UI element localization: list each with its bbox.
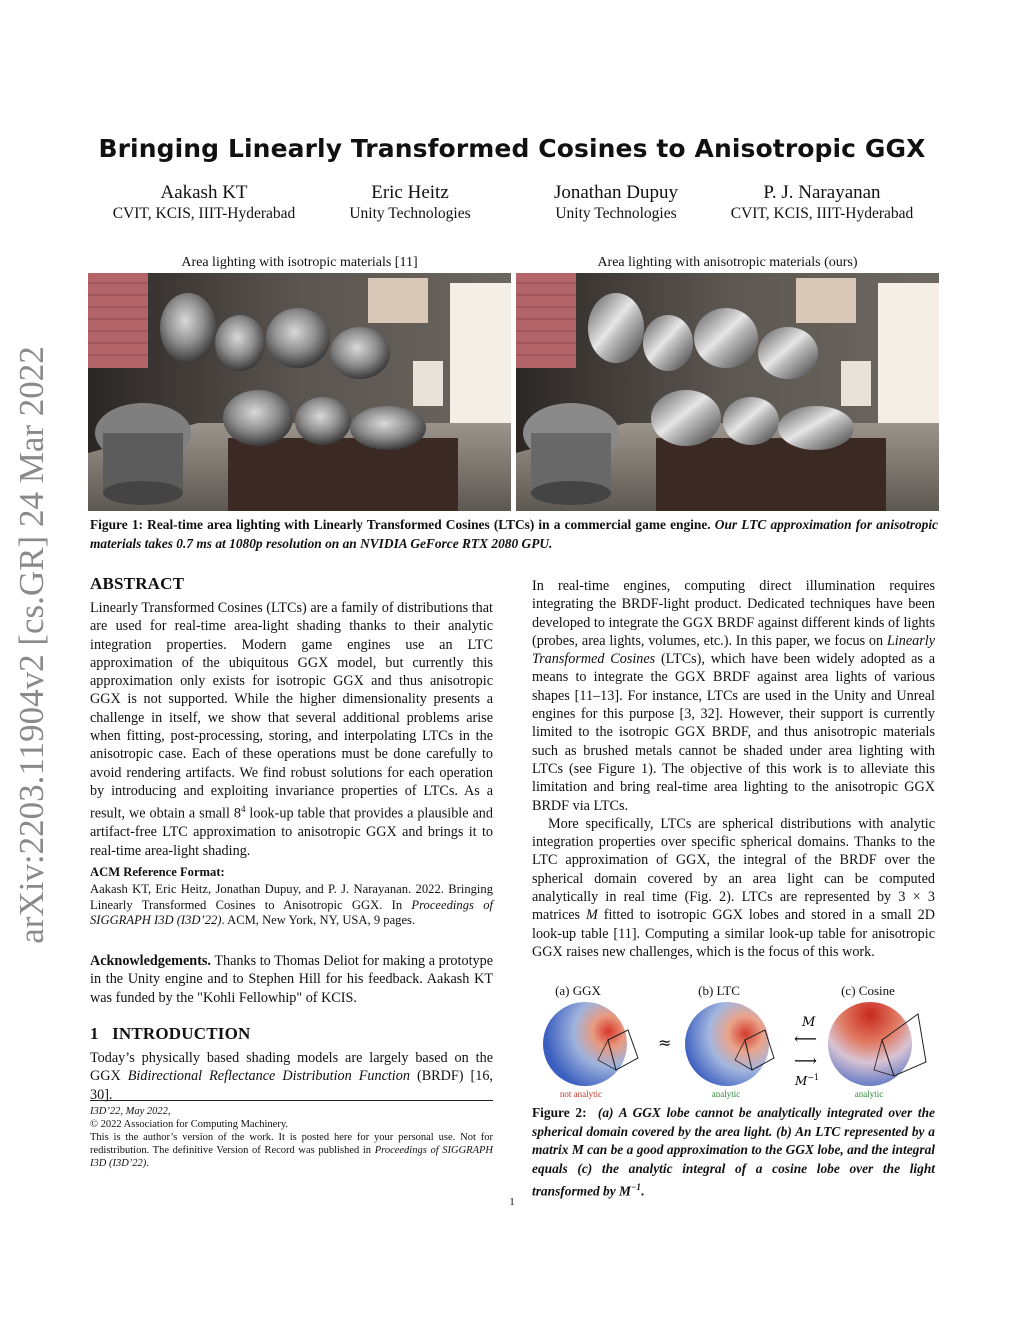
section-number: 1 (90, 1024, 99, 1043)
abstract-text-cont: look-up table that provides a plausible and artifact-free LTC approximation to anisotropic GGX and brings it to real-time area-light shading. (90, 806, 493, 859)
author-name: Aakash KT (160, 182, 248, 203)
author-affiliation: Unity Technologies (349, 205, 471, 222)
figure2-caption (532, 1104, 935, 1201)
acknowledgements (90, 952, 493, 1007)
footnote-italic: Proceedings of SIGGRAPH I3D (I3D’22) (90, 1145, 494, 1169)
figure2-caption-bold: Figure 2: (532, 1105, 587, 1120)
p2-text: More specifically, LTCs are spherical distributions with analytic integration properties over specific spherical domains. Thanks to the LTC approximation of GGX, the integral of the BRDF over the spherical domain covered by an area light can be computed analytically in real time (Fig. 2). LTCs are represented by 3 × 3 matrices (532, 815, 935, 924)
figure1-right-label: Area lighting with anisotropic materials (ours) (597, 255, 858, 270)
ggx-sphere (543, 1002, 627, 1086)
abstract-text: Linearly Transformed Cosines (LTCs) are a family of distributions that are used for real-time area-light shading thanks to their analytic integration properties. Modern game engines use an LTC approximation of the ubiquitous GGX model, but currently this approximation only exists for isotropic GGX and thus anisotropic GGX is not supported. While the higher dimensionality presents a challenge in itself, we show that several additional problems arise when fitting, post-processing, storing, and interpolating LTCs in the anisotropic case. Each of these operations must be done carefully to avoid rendering artifacts. We find robust solutions for each operation by introducing and exploiting invariance properties of LTCs. As a result, we obtain a small 8 (90, 600, 493, 822)
acknowledgements-label: Acknowledgements. (90, 953, 211, 969)
introduction-heading (90, 1024, 250, 1044)
figure1-caption-italic: Our LTC approximation for anisotropic materials takes 0.7 ms at 1080p resolution on an NVIDIA GeForce RTX 2080 GPU. (90, 517, 938, 551)
kitchen-render-anisotropic (516, 273, 939, 511)
page-number: 1 (509, 1196, 515, 1208)
intro-text-cont: (BRDF) [16, 30]. (90, 1068, 493, 1103)
author-block (712, 182, 932, 224)
p1-text-cont: (LTCs), which have been widely adopted as a means to integrate the GGX BRDF against area lights of various shapes [11–13]. For instance, LTCs are used in the Unity and Unreal engines for this purpose [3, 32]. However, their support is currently limited to the isotropic GGX BRDF, and thus anisotropic materials such as brushed metals cannot be shaded under area lighting with LTCs (see Figure 1). The objective of this work is to alleviate this limitation and bring real-time area lighting to the anisotropic GGX BRDF via LTCs. (532, 651, 935, 814)
p2-matrix: M (586, 907, 598, 924)
figure2-diagram (530, 1000, 940, 1090)
figure2-caption-sup: −1 (630, 1182, 641, 1192)
footnote-venue: I3D’22, May 2022, (90, 1106, 171, 1117)
matrix-m-inverse (794, 1073, 819, 1088)
intro-italic: Bidirectional Reflectance Distribution Function (127, 1068, 410, 1085)
footnote-copyright: © 2022 Association for Computing Machinery. (90, 1119, 289, 1130)
footnote-text-end: . (146, 1158, 149, 1169)
section-title: INTRODUCTION (112, 1024, 251, 1043)
arrow-left: ⟵ (794, 1029, 817, 1048)
figure1-caption (90, 515, 938, 553)
author-name: Jonathan Dupuy (553, 182, 678, 203)
figure2-label-ltc: (b) LTC (698, 983, 740, 998)
matrix-m-inverse-sup: −1 (807, 1073, 820, 1082)
introduction-body (90, 1049, 493, 1104)
matrix-m: M (802, 1015, 816, 1030)
author-affiliation: Unity Technologies (555, 205, 677, 222)
p1-italic: Linearly Transformed Cosines (532, 632, 935, 668)
author-block (300, 182, 520, 224)
acm-ref-text: Aakash KT, Eric Heitz, Jonathan Dupuy, and P. J. Narayanan. 2022. Bringing Linearly Transformed Cosines to Anisotropic GGX. In (90, 882, 493, 912)
author-affiliation: CVIT, KCIS, IIIT-Hyderabad (112, 205, 296, 222)
acknowledgements-text: Thanks to Thomas Deliot for making a prototype in the Unity engine and to Stephen Hill for his feedback. Aakash KT was funded by the "Kohli Fellowhip" of KCIS. (90, 953, 493, 1006)
acm-ref-text-cont: . ACM, New York, NY, USA, 9 pages. (221, 913, 416, 928)
author-name: Eric Heitz (371, 182, 449, 203)
acm-ref-venue: Proceedings of SIGGRAPH I3D (I3D’22) (90, 897, 493, 928)
paragraph (532, 577, 935, 815)
ltc-sphere (685, 1002, 769, 1086)
kitchen-render-isotropic (88, 273, 511, 511)
matrix-m-inverse-base: M (795, 1074, 808, 1088)
paper-title: Bringing Linearly Transformed Cosines to Anisotropic GGX (98, 134, 926, 163)
figure1-left-label: Area lighting with isotropic materials [11] (181, 255, 418, 270)
p1-text: In real-time engines, computing direct illumination requires integrating the BRDF-light product. Dedicated techniques have been developed to integrate the GGX BRDF against different kinds of lights (probes, area lights, volumes, etc.). In this paper, we focus on (532, 578, 935, 649)
figure2-tag-analytic: analytic (854, 1089, 884, 1099)
figure2-tag-not-analytic: not analytic (559, 1089, 603, 1099)
footnote-rule (90, 1100, 493, 1101)
figure2-label-cosine: (c) Cosine (841, 983, 895, 998)
author-block (506, 182, 726, 224)
abstract-superscript: 4 (240, 804, 246, 815)
figure1-caption-bold: Figure 1: Real-time area lighting with Linearly Transformed Cosines (LTCs) in a commercial game engine. (90, 517, 711, 532)
arxiv-stamp (2, 345, 62, 945)
footnote (90, 1105, 493, 1170)
footnote-text-main: This is the author’s version of the work. It is posted here for your personal use. Not for redistribution. The definitive Version of Record was published in (90, 1132, 493, 1156)
author-name: P. J. Narayanan (763, 182, 881, 203)
figure2-caption-italic: (a) A GGX lobe cannot be analytically integrated over the spherical domain covered by the area light. (b) An LTC represented by a matrix M can be a good approximation to the GGX lobe, and the integral equals (c) the analytic integral of a cosine lobe over the light transformed by M (532, 1105, 935, 1199)
p2-text-cont: fitted to isotropic GGX lobes and stored in a small 2D look-up table [11]. Computing a similar look-up table for anisotropic GGX raises new challenges, which is the focus of this work. (532, 907, 935, 960)
figure1-left-image (88, 273, 511, 511)
intro-text: Today’s physically based shading models are largely based on the GGX (90, 1050, 493, 1085)
figure1-right-image (516, 273, 939, 511)
right-column-body (532, 577, 935, 961)
abstract-body (90, 599, 493, 860)
acm-ref-heading: ACM Reference Format: (90, 865, 225, 879)
figure2-caption-end: . (640, 1183, 645, 1199)
figure2-label-ggx: (a) GGX (555, 983, 601, 998)
footnote-text (90, 1131, 493, 1170)
acm-ref-body (90, 882, 493, 929)
paragraph (532, 815, 935, 961)
author-affiliation: CVIT, KCIS, IIIT-Hyderabad (730, 205, 914, 222)
arxiv-id: arXiv:2203.11904v2 [cs.GR] 24 Mar 2022 (12, 346, 51, 944)
author-block (94, 182, 314, 224)
approx-symbol: ≈ (658, 1033, 672, 1052)
abstract-heading: ABSTRACT (90, 574, 185, 593)
figure2-tag-analytic: analytic (711, 1089, 741, 1099)
arrow-right: ⟶ (794, 1051, 817, 1070)
